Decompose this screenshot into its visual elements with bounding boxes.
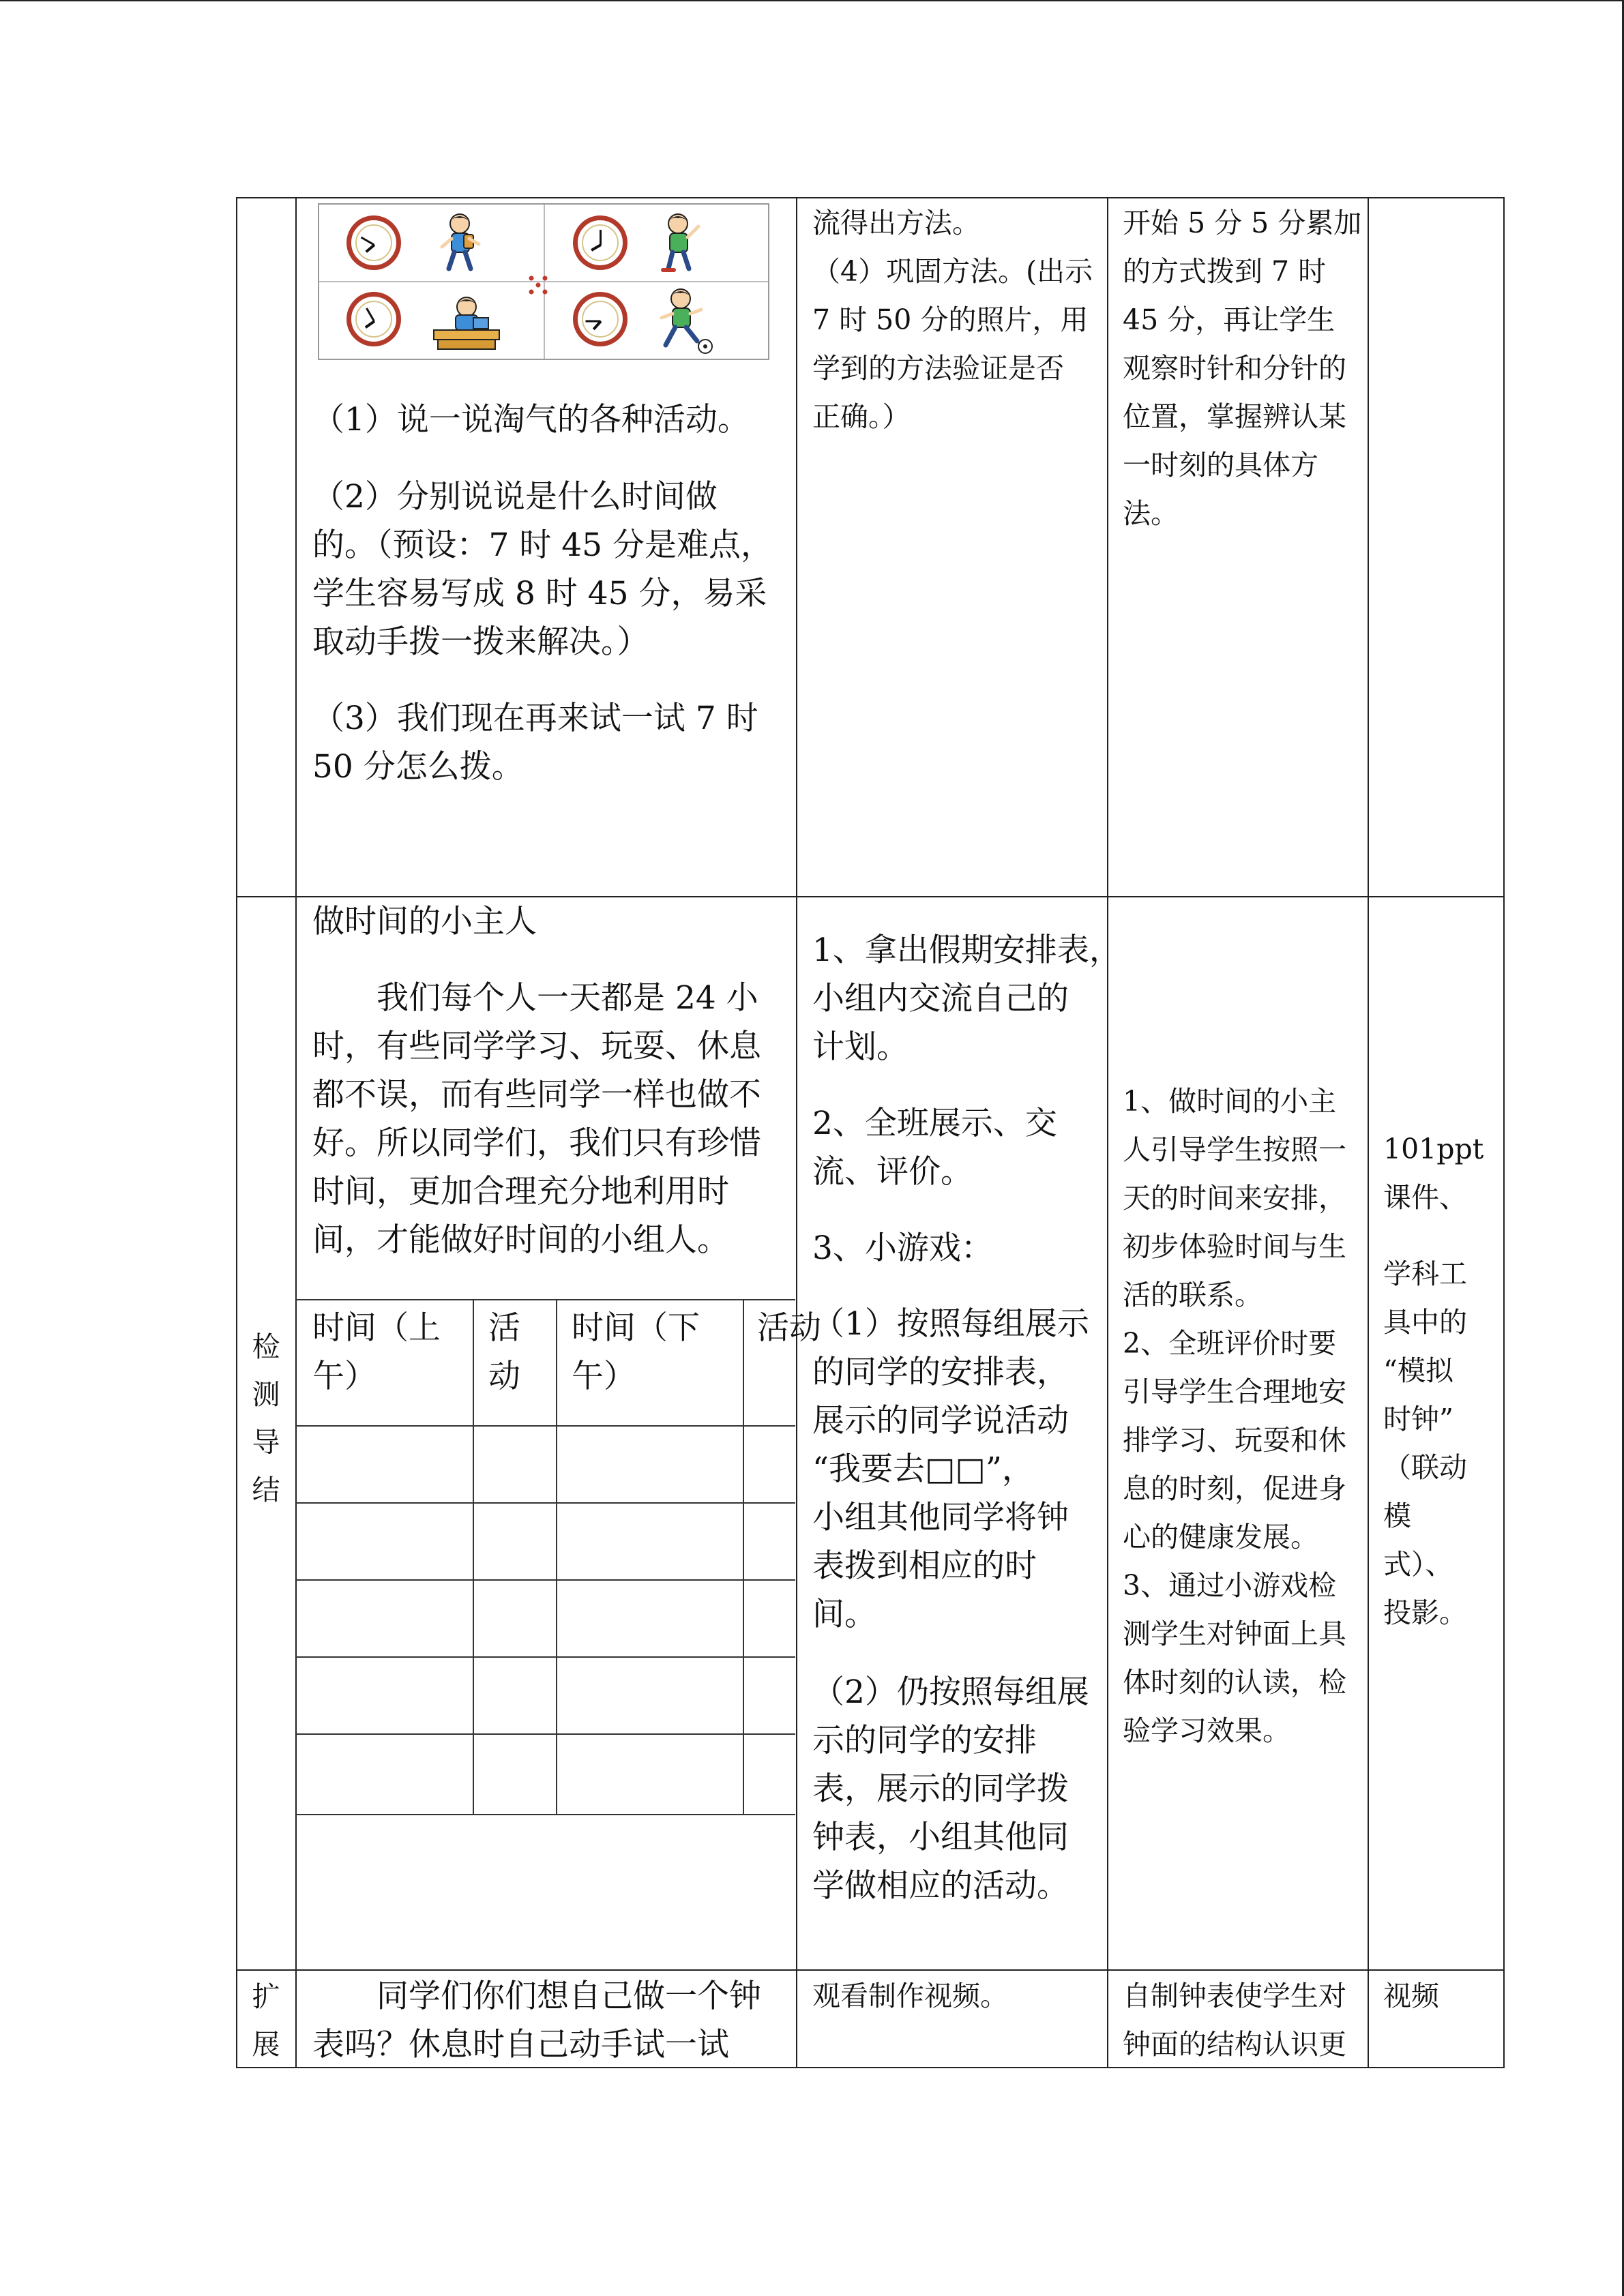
row2-activity-b-line1: 2、全班展示、交 <box>812 1105 1057 1142</box>
row2-intent-line9: 息的时刻，促进身 <box>1123 1472 1346 1505</box>
row2-intent-line12: 测学生对钟面上具 <box>1123 1617 1346 1650</box>
row2-activity-e-line2: 示的同学的安排 <box>812 1722 1037 1759</box>
row1-question-2-line3: 学生容易写成 8 时 45 分，易采 <box>312 575 767 612</box>
boy-reading-icon <box>428 292 503 356</box>
row3-activity: 观看制作视频。 <box>812 1980 1008 2012</box>
row2-intent-line2: 人引导学生按照一 <box>1123 1133 1346 1166</box>
row2-intent-line10: 心的健康发展。 <box>1123 1521 1318 1553</box>
row2-intent-line5: 活的联系。 <box>1123 1279 1263 1311</box>
row2-resources-line7: （联动 <box>1383 1451 1467 1484</box>
row2-activity-e-line3: 表，展示的同学拨 <box>812 1770 1069 1808</box>
boy-running-icon <box>437 211 484 275</box>
row2-resources-line4: 具中的 <box>1383 1306 1467 1339</box>
table-border-top <box>236 197 1505 198</box>
table-border-left <box>236 197 237 2068</box>
schedule-header-am-activity-line1: 活 <box>488 1309 520 1347</box>
table-col-divider-4 <box>1368 197 1369 2068</box>
row2-activity-a-line1: 1、拿出假期安排表， <box>812 931 1121 969</box>
row2-resources-line8: 模 <box>1383 1500 1411 1532</box>
table-divider-row2 <box>236 1969 1505 1971</box>
table-col-divider-2 <box>796 197 797 2068</box>
row2-intent-line13: 体时刻的认读，检 <box>1123 1666 1346 1699</box>
row2-intent-line6: 2、全班评价时要 <box>1123 1327 1337 1360</box>
schedule-header-am-activity-line2: 动 <box>488 1358 520 1395</box>
ellipsis-dots-icon <box>527 274 549 296</box>
boy-eating-icon <box>653 211 701 275</box>
clock-0745-icon <box>573 292 628 346</box>
schedule-header-pm-activity: 活动 <box>757 1309 821 1347</box>
row3-content-line2: 表吗？休息时自己动手试一试 <box>312 2026 729 2063</box>
row1-activity-line3: 7 时 50 分的照片，用 <box>812 303 1089 336</box>
row2-paragraph-line6: 间，才能做好时间的小组人。 <box>312 1221 729 1259</box>
table-col-divider-1 <box>295 197 297 2068</box>
row3-intent-line2: 钟面的结构认识更 <box>1123 2028 1346 2061</box>
row1-question-3-line2: 50 分怎么拨。 <box>312 748 524 786</box>
page-top-border <box>0 0 1624 1</box>
row1-activity-line1: 流得出方法。 <box>812 207 980 239</box>
row1-intent-line2: 的方式拨到 7 时 <box>1123 255 1327 288</box>
row2-paragraph-line1: 我们每个人一天都是 24 小 <box>377 979 758 1017</box>
row2-intent-line7: 引导学生合理地安 <box>1123 1375 1346 1408</box>
boy-football-icon <box>653 286 715 351</box>
row2-paragraph-line3: 都不误，而有些同学一样也做不 <box>312 1076 761 1114</box>
row2-activity-c-line1: 3、小游戏： <box>812 1229 993 1267</box>
row3-intent-line1: 自制钟表使学生对 <box>1123 1980 1346 2012</box>
row1-intent-line5: 位置，掌握辨认某 <box>1123 400 1346 433</box>
row2-activity-d-line1: （1）按照每组展示 <box>812 1305 1089 1343</box>
row2-paragraph-line2: 时，有些同学学习、玩耍、休息 <box>312 1028 761 1065</box>
row2-label-char4: 结 <box>252 1474 280 1506</box>
row2-label-char3: 导 <box>252 1426 280 1459</box>
row2-paragraph-line4: 好。所以同学们，我们只有珍惜 <box>312 1124 761 1162</box>
row2-intent-line3: 天的时间来安排， <box>1123 1182 1346 1214</box>
row2-resources-line1: 101ppt <box>1383 1133 1484 1165</box>
schedule-header-am-time-line2: 午） <box>312 1358 377 1395</box>
row1-activity-line4: 学到的方法验证是否 <box>812 352 1064 385</box>
row2-intent-line1: 1、做时间的小主 <box>1123 1085 1337 1118</box>
row2-label-char1: 检 <box>252 1330 280 1363</box>
row2-activity-d-line5: 小组其他同学将钟 <box>812 1499 1069 1536</box>
row2-resources-line10: 投影。 <box>1383 1596 1467 1629</box>
table-col-divider-3 <box>1107 197 1108 2068</box>
row1-question-2-line1: （2）分别说说是什么时间做 <box>312 478 718 516</box>
row2-activity-b-line2: 流、评价。 <box>812 1153 973 1191</box>
row1-activity-line2: （4）巩固方法。(出示 <box>812 255 1093 288</box>
row1-intent-line6: 一时刻的具体方 <box>1123 449 1318 481</box>
row3-label-char1: 扩 <box>252 1980 280 2013</box>
row2-activity-e-line5: 学做相应的活动。 <box>812 1867 1069 1905</box>
row2-activity-e-line1: （2）仍按照每组展 <box>812 1673 1089 1711</box>
clock-0755-icon <box>346 292 401 346</box>
row3-resources: 视频 <box>1383 1980 1439 2012</box>
row2-paragraph-line5: 时间，更加合理充分地利用时 <box>312 1173 729 1210</box>
row1-question-2-line4: 取动手拨一拨来解决。） <box>312 623 649 661</box>
row2-activity-d-line7: 间。 <box>812 1596 876 1633</box>
schedule-header-pm-time-line1: 时间（下 <box>572 1309 700 1347</box>
row1-question-2-line2: 的。（预设：7 时 45 分是难点， <box>312 526 773 564</box>
row2-intent-line11: 3、通过小游戏检 <box>1123 1569 1337 1602</box>
row2-label-char2: 测 <box>252 1378 280 1411</box>
clock-0800-icon <box>573 215 628 270</box>
row2-activity-d-line6: 表拨到相应的时 <box>812 1547 1037 1585</box>
row2-resources-line6: 时钟” <box>1383 1403 1453 1435</box>
row1-intent-line7: 法。 <box>1123 497 1179 530</box>
clock-0750-icon <box>346 215 401 270</box>
row1-question-3-line1: （3）我们现在再来试一试 7 时 <box>312 700 758 737</box>
row1-activity-line5: 正确。） <box>812 400 911 433</box>
row2-resources-line9: 式）、 <box>1383 1548 1453 1581</box>
schedule-header-pm-time-line2: 午） <box>572 1358 636 1395</box>
row2-activity-e-line4: 钟表，小组其他同 <box>812 1819 1069 1856</box>
table-border-right <box>1503 197 1505 2068</box>
row2-activity-a-line3: 计划。 <box>812 1028 909 1066</box>
schedule-header-am-time-line1: 时间（上 <box>312 1309 441 1347</box>
row2-activity-a-line2: 小组内交流自己的 <box>812 980 1069 1017</box>
row3-label-char2: 展 <box>252 2028 280 2061</box>
row3-content-line1: 同学们你们想自己做一个钟 <box>377 1978 761 2015</box>
row1-question-1: （1）说一说淘气的各种活动。 <box>312 401 750 438</box>
row2-activity-d-line2: 的同学的安排表， <box>812 1354 1069 1391</box>
row2-section-title: 做时间的小主人 <box>312 903 537 940</box>
row2-intent-line14: 验学习效果。 <box>1123 1714 1290 1747</box>
row2-resources-line3: 学科工 <box>1383 1257 1467 1290</box>
row2-resources-line5: “模拟 <box>1383 1354 1453 1387</box>
row1-intent-line4: 观察时针和分针的 <box>1123 352 1346 385</box>
row2-activity-d-line3: 展示的同学说活动 <box>812 1402 1069 1440</box>
row2-activity-d-line4: “我要去□□”， <box>812 1450 1034 1488</box>
row2-resources-line2: 课件、 <box>1383 1181 1467 1214</box>
row1-intent-line3: 45 分，再让学生 <box>1123 303 1335 336</box>
row1-intent-line1: 开始 5 分 5 分累加 <box>1123 207 1362 239</box>
row2-intent-line4: 初步体验时间与生 <box>1123 1230 1346 1263</box>
row2-intent-line8: 排学习、玩耍和休 <box>1123 1424 1346 1457</box>
